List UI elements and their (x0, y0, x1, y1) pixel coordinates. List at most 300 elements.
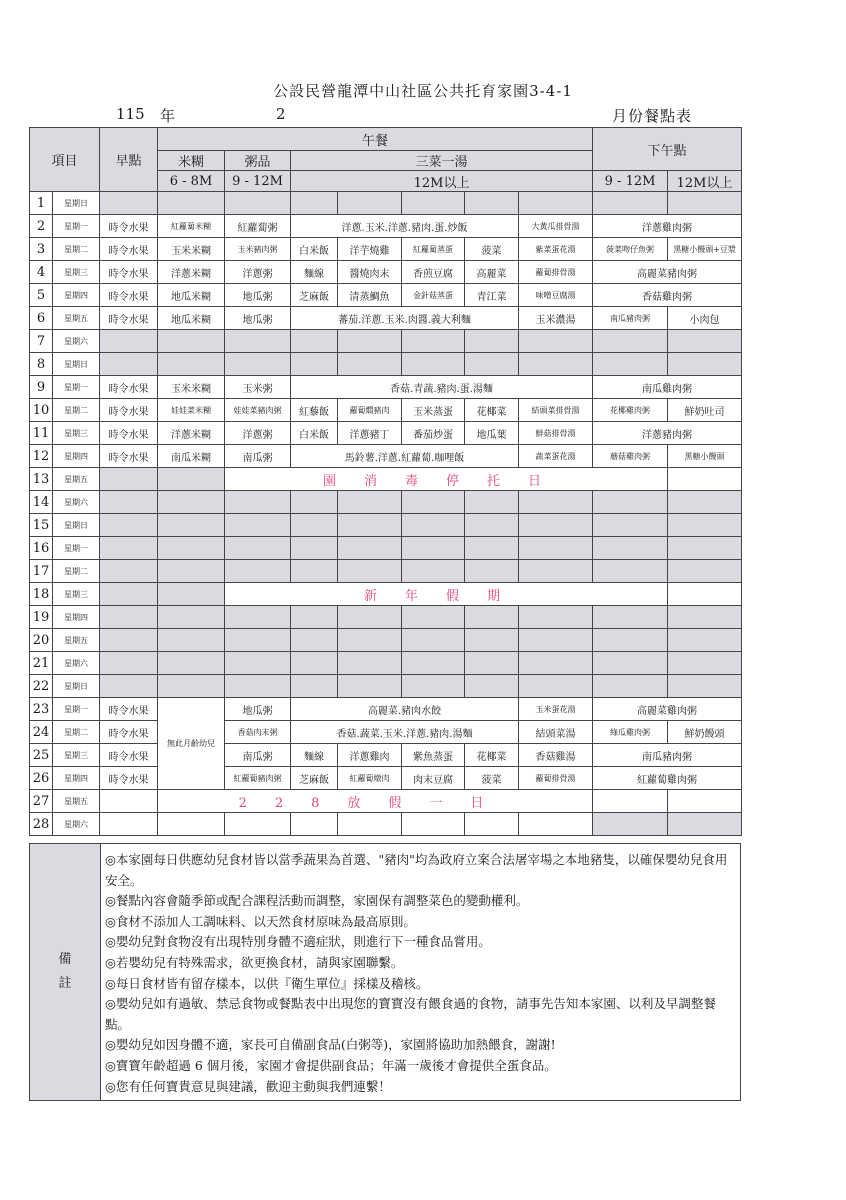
breakfast-cell: 時令水果 (100, 767, 158, 790)
main-dish-cell: 洋蔥雞肉 (338, 744, 402, 767)
table-row (30, 491, 742, 514)
lunch-cell: 蕃茄.洋蔥.玉米.肉醬.義大利麵 (291, 307, 519, 330)
lunch-cell (338, 813, 402, 836)
vegetable-cell: 青江菜 (465, 284, 519, 307)
rice-paste-cell: 地瓜米糊 (158, 307, 225, 330)
breakfast-cell (100, 675, 158, 698)
table-row (30, 215, 742, 238)
header-snack: 下午點 (593, 128, 742, 171)
day-number: 12 (30, 445, 53, 468)
snack-cell: 洋蔥豬肉粥 (593, 422, 742, 445)
day-number: 10 (30, 399, 53, 422)
table-row (30, 675, 742, 698)
note-line: ◎本家園每日供應幼兒食材皆以當季蔬果為首選、"豬肉"均為政府立案合法屠宰場之本地豬隻，以確保嬰幼兒食用安全。 (105, 852, 728, 888)
breakfast-cell: 時令水果 (100, 261, 158, 284)
table-row (30, 606, 742, 629)
day-number: 20 (30, 629, 53, 652)
weekday: 星期日 (53, 514, 100, 537)
table-row (30, 261, 742, 284)
header-porridge: 粥品 (225, 151, 291, 171)
main-dish-cell: 醬燒肉末 (338, 261, 402, 284)
rice-paste-cell (158, 629, 225, 652)
snack-cell (668, 330, 742, 353)
page-title: 公設民營龍潭中山社區公共托育家園3-4-1 (273, 82, 573, 100)
day-number: 23 (30, 698, 53, 721)
lunch-cell (291, 491, 338, 514)
snack-cell (668, 192, 742, 215)
weekday: 星期六 (53, 491, 100, 514)
staple-cell: 白米飯 (291, 422, 338, 445)
lunch-cell (225, 353, 291, 376)
breakfast-cell: 時令水果 (100, 721, 158, 744)
table-row (30, 560, 742, 583)
table-row (30, 813, 742, 836)
breakfast-cell (100, 353, 158, 376)
porridge-cell: 洋蔥粥 (225, 422, 291, 445)
porridge-cell: 紅蘿蔔豬肉粥 (225, 767, 291, 790)
note-line: ◎嬰幼兒如有過敏、禁忌食物或餐點表中出現您的寶寶沒有餵食過的食物，請事先告知本家園、以利及早調整餐點。 (105, 996, 716, 1032)
weekday: 星期日 (53, 675, 100, 698)
porridge-cell: 玉米豬肉粥 (225, 238, 291, 261)
lunch-cell (593, 514, 668, 537)
snack-cell: 鮮奶饅頭 (668, 721, 742, 744)
rice-paste-cell: 洋蔥米糊 (158, 422, 225, 445)
breakfast-cell (100, 606, 158, 629)
table-row (30, 307, 742, 330)
lunch-cell (465, 675, 519, 698)
lunch-cell (225, 514, 291, 537)
soup-cell: 結頭菜排骨湯 (519, 399, 593, 422)
porridge-cell: 娃娃菜豬肉粥 (225, 399, 291, 422)
lunch-cell (338, 192, 402, 215)
rice-paste-cell: 玉米米糊 (158, 376, 225, 399)
snack-cell: 菠菜吻仔魚粥 (593, 238, 668, 261)
lunch-cell (338, 560, 402, 583)
lunch-cell (225, 192, 291, 215)
breakfast-cell (100, 537, 158, 560)
breakfast-cell: 時令水果 (100, 215, 158, 238)
main-dish-cell: 蘿蔔燜豬肉 (338, 399, 402, 422)
snack-cell: 香菇雞肉粥 (593, 284, 742, 307)
snack-cell (593, 790, 668, 813)
breakfast-cell (100, 468, 158, 491)
weekday: 星期四 (53, 445, 100, 468)
lunch-cell (402, 353, 465, 376)
rice-paste-cell: 玉米米糊 (158, 238, 225, 261)
weekday: 星期六 (53, 652, 100, 675)
table-row (30, 399, 742, 422)
lunch-cell: 高麗菜.豬肉水餃 (291, 698, 519, 721)
snack-cell: 綠瓜雞肉粥 (593, 721, 668, 744)
weekday: 星期三 (53, 583, 100, 606)
lunch-cell: 香菇.青蔬.豬肉.蛋.湯麵 (291, 376, 593, 399)
breakfast-cell (100, 790, 158, 813)
weekday: 星期日 (53, 353, 100, 376)
lunch-cell (225, 560, 291, 583)
year-label: 年 (160, 107, 176, 125)
day-number: 21 (30, 652, 53, 675)
vegetable-cell: 菠菜 (465, 767, 519, 790)
day-number: 15 (30, 514, 53, 537)
lunch-cell (593, 606, 668, 629)
lunch-cell (338, 330, 402, 353)
lunch-cell (402, 560, 465, 583)
staple-cell: 麵線 (291, 744, 338, 767)
day-number: 26 (30, 767, 53, 790)
day-number: 2 (30, 215, 53, 238)
weekday: 星期五 (53, 468, 100, 491)
side-dish-cell: 玉米蒸蛋 (402, 399, 465, 422)
weekday: 星期四 (53, 284, 100, 307)
snack-cell (668, 353, 742, 376)
lunch-cell (402, 491, 465, 514)
weekday: 星期一 (53, 215, 100, 238)
table-row (30, 790, 742, 813)
lunch-cell (225, 629, 291, 652)
notes-label (30, 844, 101, 1100)
snack-cell (668, 491, 742, 514)
soup-cell: 蔬菜蛋花湯 (519, 445, 593, 468)
lunch-cell (519, 813, 593, 836)
table-row (30, 238, 742, 261)
side-dish-cell: 金針菇蒸蛋 (402, 284, 465, 307)
side-dish-cell: 香煎豆腐 (402, 261, 465, 284)
lunch-cell (225, 813, 291, 836)
breakfast-cell (100, 813, 158, 836)
vegetable-cell: 花椰菜 (465, 744, 519, 767)
breakfast-cell (100, 514, 158, 537)
day-number: 14 (30, 491, 53, 514)
lunch-cell (225, 652, 291, 675)
weekday: 星期三 (53, 744, 100, 767)
lunch-cell (291, 514, 338, 537)
note-line: ◎若嬰幼兒有特殊需求，欲更換食材，請與家園聯繫。 (105, 954, 404, 970)
lunch-cell (225, 537, 291, 560)
breakfast-cell: 時令水果 (100, 284, 158, 307)
day-number: 19 (30, 606, 53, 629)
lunch-cell: 香菇.蔬菜.玉米.洋蔥.豬肉.湯麵 (291, 721, 519, 744)
day-number: 7 (30, 330, 53, 353)
lunch-cell (291, 353, 338, 376)
table-row (30, 330, 742, 353)
notes-label-top: 備 (58, 952, 72, 967)
lunch-cell (519, 330, 593, 353)
weekday: 星期日 (53, 192, 100, 215)
table-row (30, 422, 742, 445)
porridge-cell: 洋蔥粥 (225, 261, 291, 284)
snack-cell (668, 790, 742, 813)
lunch-cell (291, 675, 338, 698)
lunch-cell (338, 514, 402, 537)
porridge-cell: 南瓜粥 (225, 744, 291, 767)
snack-cell (668, 675, 742, 698)
table-row (30, 721, 742, 744)
lunch-cell (465, 652, 519, 675)
day-number: 9 (30, 376, 53, 399)
lunch-cell (519, 675, 593, 698)
staple-cell: 紅藜飯 (291, 399, 338, 422)
lunch-cell (465, 353, 519, 376)
vegetable-cell: 花椰菜 (465, 399, 519, 422)
table-row (30, 652, 742, 675)
porridge-cell: 南瓜粥 (225, 445, 291, 468)
rice-paste-cell (158, 514, 225, 537)
table-row (30, 468, 742, 491)
lunch-cell (225, 330, 291, 353)
day-number: 6 (30, 307, 53, 330)
soup-cell: 蘿蔔排骨湯 (519, 767, 593, 790)
closure-notice: 園消毒停托日 (225, 468, 668, 491)
lunch-cell (402, 537, 465, 560)
weekday: 星期二 (53, 560, 100, 583)
soup-cell: 玉米濃湯 (519, 307, 593, 330)
lunch-cell (593, 330, 668, 353)
rice-paste-cell (158, 353, 225, 376)
breakfast-cell (100, 560, 158, 583)
lunch-cell (593, 192, 668, 215)
rice-paste-cell (158, 468, 225, 491)
snack-cell (668, 537, 742, 560)
lunch-cell (291, 652, 338, 675)
snack-cell: 黑糖小饅頭 (668, 445, 742, 468)
soup-cell: 蘿蔔排骨湯 (519, 261, 593, 284)
side-dish-cell: 肉末豆腐 (402, 767, 465, 790)
note-line: ◎寶寶年齡超過 6 個月後，家園才會提供副食品；年滿一歲後才會提供全蛋食品。 (105, 1057, 557, 1073)
breakfast-cell (100, 629, 158, 652)
lunch-cell (519, 192, 593, 215)
header-item: 項目 (30, 128, 100, 192)
snack-cell: 南瓜豬肉粥 (593, 307, 668, 330)
rice-paste-cell (158, 330, 225, 353)
header-age-6-8: 6 - 8M (158, 171, 225, 192)
lunch-cell (593, 491, 668, 514)
lunch-cell (225, 606, 291, 629)
lunch-cell (402, 629, 465, 652)
table-row (30, 629, 742, 652)
snack-cell: 花椰雞肉粥 (593, 399, 668, 422)
side-dish-cell: 紅蘿蔔蒸蛋 (402, 238, 465, 261)
day-number: 11 (30, 422, 53, 445)
weekday: 星期四 (53, 606, 100, 629)
side-dish-cell: 番茄炒蛋 (402, 422, 465, 445)
soup-cell: 鮮菇排骨湯 (519, 422, 593, 445)
rice-paste-cell (158, 583, 225, 606)
weekday: 星期五 (53, 790, 100, 813)
soup-cell: 玉米蛋花湯 (519, 698, 593, 721)
side-dish-cell: 紫魚蒸蛋 (402, 744, 465, 767)
snack-cell: 高麗菜豬肉粥 (593, 261, 742, 284)
table-row (30, 698, 742, 721)
vegetable-cell: 高麗菜 (465, 261, 519, 284)
breakfast-cell (100, 652, 158, 675)
table-row (30, 514, 742, 537)
lunch-cell: 洋蔥.玉米.洋蔥.豬肉.蛋.炒飯 (291, 215, 519, 238)
weekday: 星期二 (53, 399, 100, 422)
header-snack-12-up: 12M以上 (668, 171, 742, 192)
day-number: 5 (30, 284, 53, 307)
table-row (30, 583, 742, 606)
lunch-cell (402, 652, 465, 675)
weekday: 星期一 (53, 698, 100, 721)
day-number: 24 (30, 721, 53, 744)
notes-body (101, 844, 740, 1100)
day-number: 22 (30, 675, 53, 698)
lunch-cell (465, 537, 519, 560)
breakfast-cell: 時令水果 (100, 376, 158, 399)
snack-cell: 黑糖小饅頭+豆漿 (668, 238, 742, 261)
lunch-cell (338, 491, 402, 514)
lunch-cell (465, 330, 519, 353)
day-number: 8 (30, 353, 53, 376)
header-snack-9-12: 9 - 12M (593, 171, 668, 192)
header-lunch: 午餐 (158, 128, 593, 151)
lunch-cell (402, 514, 465, 537)
notes-section (29, 843, 741, 1101)
note-line: ◎每日食材皆有留存樣本，以供『衛生單位』採樣及稽核。 (105, 975, 429, 991)
breakfast-cell (100, 330, 158, 353)
main-dish-cell: 清蒸鯛魚 (338, 284, 402, 307)
table-row (30, 284, 742, 307)
staple-cell: 白米飯 (291, 238, 338, 261)
day-number: 27 (30, 790, 53, 813)
vegetable-cell: 菠菜 (465, 238, 519, 261)
breakfast-cell: 時令水果 (100, 238, 158, 261)
lunch-cell (225, 491, 291, 514)
snack-cell: 南瓜雞肉粥 (593, 376, 742, 399)
lunch-cell (465, 813, 519, 836)
table-row (30, 537, 742, 560)
note-line: ◎您有任何寶貴意見與建議，歡迎主動與我們連繫！ (105, 1078, 391, 1094)
porridge-cell: 地瓜粥 (225, 284, 291, 307)
breakfast-cell (100, 192, 158, 215)
lunch-cell (291, 192, 338, 215)
snack-cell: 高麗菜雞肉粥 (593, 698, 742, 721)
snack-cell (668, 468, 742, 491)
rice-paste-cell: 紅蘿蔔米糊 (158, 215, 225, 238)
lunch-cell (593, 353, 668, 376)
weekday: 星期五 (53, 307, 100, 330)
vegetable-cell: 地瓜葉 (465, 422, 519, 445)
breakfast-cell: 時令水果 (100, 744, 158, 767)
main-dish-cell: 洋芋燒雞 (338, 238, 402, 261)
lunch-cell (593, 652, 668, 675)
lunch-cell (519, 353, 593, 376)
snack-cell: 南瓜豬肉粥 (593, 744, 742, 767)
weekday: 星期二 (53, 238, 100, 261)
lunch-cell (225, 675, 291, 698)
lunch-cell (338, 629, 402, 652)
porridge-cell: 地瓜粥 (225, 307, 291, 330)
lunch-cell (291, 813, 338, 836)
lunch-cell (291, 560, 338, 583)
lunch-cell (465, 606, 519, 629)
main-dish-cell: 洋蔥豬丁 (338, 422, 402, 445)
lunch-cell: 馬鈴薯.洋蔥.紅蘿蔔.咖哩飯 (291, 445, 519, 468)
lunch-cell (291, 606, 338, 629)
table-row (30, 445, 742, 468)
rice-paste-cell (158, 675, 225, 698)
rice-paste-cell (158, 606, 225, 629)
day-number: 18 (30, 583, 53, 606)
snack-cell: 紅蘿蔔雞肉粥 (593, 767, 742, 790)
rice-paste-cell (158, 813, 225, 836)
rice-paste-cell: 南瓜米糊 (158, 445, 225, 468)
day-number: 28 (30, 813, 53, 836)
main-dish-cell: 紅蘿蔔燉肉 (338, 767, 402, 790)
porridge-cell: 地瓜粥 (225, 698, 291, 721)
lunch-cell (291, 537, 338, 560)
weekday: 星期一 (53, 376, 100, 399)
lunch-cell (519, 514, 593, 537)
lunch-cell (519, 560, 593, 583)
lunch-cell (338, 537, 402, 560)
lunch-cell (519, 652, 593, 675)
porridge-cell: 香菇肉末粥 (225, 721, 291, 744)
weekday: 星期六 (53, 813, 100, 836)
lunch-cell (402, 606, 465, 629)
snack-cell (668, 813, 742, 836)
rice-paste-cell: 洋蔥米糊 (158, 261, 225, 284)
day-number: 4 (30, 261, 53, 284)
note-line: ◎嬰幼兒對食物沒有出現特別身體不適症狀，則進行下一種食品嘗用。 (105, 934, 491, 950)
lunch-cell (465, 192, 519, 215)
breakfast-cell (100, 583, 158, 606)
breakfast-cell: 時令水果 (100, 399, 158, 422)
snack-cell: 鮮奶吐司 (668, 399, 742, 422)
menu-table (29, 127, 742, 836)
soup-cell: 紫菜蛋花湯 (519, 238, 593, 261)
snack-cell (668, 652, 742, 675)
table-row (30, 767, 742, 790)
porridge-cell: 玉米粥 (225, 376, 291, 399)
soup-cell: 味噌豆腐湯 (519, 284, 593, 307)
lunch-cell (519, 491, 593, 514)
snack-cell: 洋蔥雞肉粥 (593, 215, 742, 238)
lunch-cell (519, 629, 593, 652)
lunch-cell (465, 491, 519, 514)
rice-paste-cell (158, 537, 225, 560)
weekday: 星期五 (53, 629, 100, 652)
breakfast-cell: 時令水果 (100, 422, 158, 445)
lunch-cell (593, 537, 668, 560)
snack-cell (593, 813, 668, 836)
day-number: 25 (30, 744, 53, 767)
lunch-cell (338, 652, 402, 675)
holiday-notice: 228放假一日 (158, 790, 593, 813)
breakfast-cell: 時令水果 (100, 445, 158, 468)
lunch-cell (519, 537, 593, 560)
lunch-cell (291, 629, 338, 652)
table-row (30, 192, 742, 215)
staple-cell: 麵線 (291, 261, 338, 284)
snack-cell (668, 583, 742, 606)
table-row (30, 376, 742, 399)
month-label: 月份餐點表 (612, 107, 693, 125)
day-number: 3 (30, 238, 53, 261)
lunch-cell (338, 353, 402, 376)
lunch-cell (402, 813, 465, 836)
snack-cell (668, 606, 742, 629)
weekday: 星期四 (53, 767, 100, 790)
lunch-cell (465, 514, 519, 537)
header-breakfast: 早點 (100, 128, 158, 192)
rice-paste-cell (158, 652, 225, 675)
soup-cell: 香菇雞湯 (519, 744, 593, 767)
rice-paste-cell (158, 491, 225, 514)
lunch-cell (338, 675, 402, 698)
year-value: 115 (116, 105, 145, 123)
weekday: 星期六 (53, 330, 100, 353)
